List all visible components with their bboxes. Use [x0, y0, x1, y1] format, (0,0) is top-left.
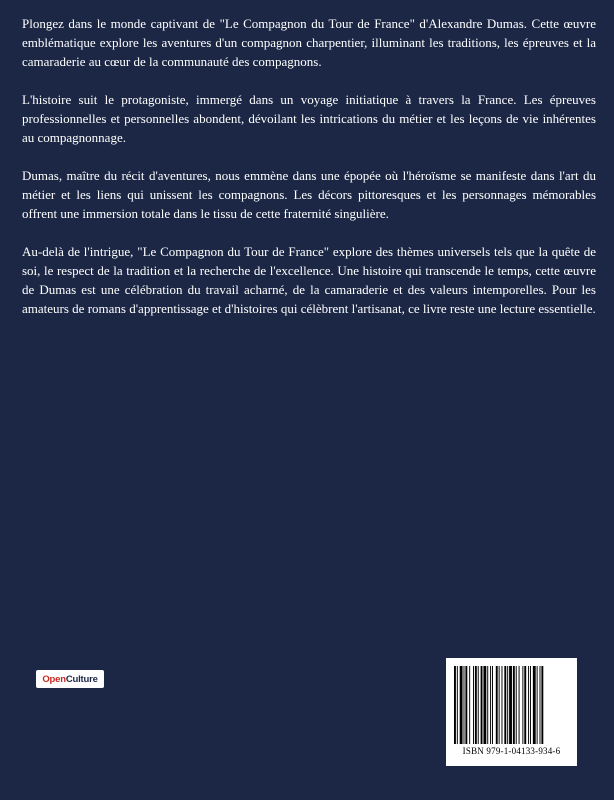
- barcode-bar: [496, 666, 498, 744]
- publisher-logo: [36, 670, 104, 688]
- barcode-bar: [490, 666, 491, 744]
- barcode-bar: [475, 666, 477, 744]
- barcode-bar: [513, 666, 515, 744]
- barcode-bar: [528, 666, 529, 744]
- barcode-bar: [541, 666, 543, 744]
- description-paragraph-1: Plongez dans le monde captivant de "Le Compagnon du Tour de France" d'Alexandre Dumas. Cette œuvre emblématique explore les aventures d'un compagnon charpentier, illuminant les traditions, les épreuves et la camaraderie au cœur de la communauté des compagnons.: [22, 16, 596, 69]
- description-paragraph-3: Dumas, maître du récit d'aventures, nous emmène dans une épopée où l'héroïsme se manifeste dans l'art du métier et les liens qui unissent les compagnons. Les décors pittoresques et les personnages mémorables offrent une immersion totale dans le tissu de cette fraternité singulière.: [22, 168, 596, 221]
- barcode-bar: [464, 666, 465, 744]
- description-paragraph-2: L'histoire suit le protagoniste, immergé dans un voyage initiatique à travers la France. Les épreuves professionnelles et personnelles abondent, dévoilant les intrications du métier et les leçons de vie inhérentes au compagnonnage.: [22, 92, 596, 145]
- barcode-bar: [533, 666, 536, 744]
- barcode-bar: [516, 666, 517, 744]
- barcode-bar: [492, 666, 493, 744]
- barcode-bar: [473, 666, 474, 744]
- barcode-bar: [457, 666, 458, 744]
- barcode-bar: [504, 666, 506, 744]
- barcode-bar: [483, 666, 486, 744]
- barcode-bar: [540, 666, 541, 744]
- description-paragraph-4: Au-delà de l'intrigue, "Le Compagnon du Tour de France" explore des thèmes universels tels que la quête de soi, le respect de la tradition et la recherche de l'excellence. Une histoire qui transcende le temps, cette œuvre de Dumas est une célébration du travail acharné, de la camaraderie et des valeurs intemporelles. Pour les amateurs de romans d'apprentissage et d'histoires qui célèbrent l'artisanat, ce livre reste une lecture essentielle.: [22, 244, 596, 316]
- barcode-bar: [469, 666, 470, 744]
- isbn-number: ISBN 979-1-04133-934-6: [462, 746, 561, 756]
- barcode-bar: [460, 666, 463, 744]
- barcode-bar: [465, 666, 467, 744]
- barcode-bar: [487, 666, 488, 744]
- barcode-bar: [507, 666, 508, 744]
- barcode-bar: [522, 666, 523, 744]
- barcode-bar: [519, 666, 520, 744]
- barcode-bar: [509, 666, 512, 744]
- barcode-bar: [454, 666, 456, 744]
- barcode-bar: [481, 666, 483, 744]
- barcode-bar: [530, 666, 531, 744]
- barcode-bars: [454, 666, 569, 744]
- isbn-barcode: [446, 658, 577, 766]
- publisher-logo-culture: Culture: [65, 673, 98, 685]
- barcode-bar: [537, 666, 538, 744]
- barcode-bar: [499, 666, 500, 744]
- barcode-bar: [502, 666, 503, 744]
- publisher-logo-open: Open: [42, 673, 66, 685]
- barcode-bar: [524, 666, 526, 744]
- back-cover-description: [22, 14, 596, 337]
- barcode-bar: [478, 666, 479, 744]
